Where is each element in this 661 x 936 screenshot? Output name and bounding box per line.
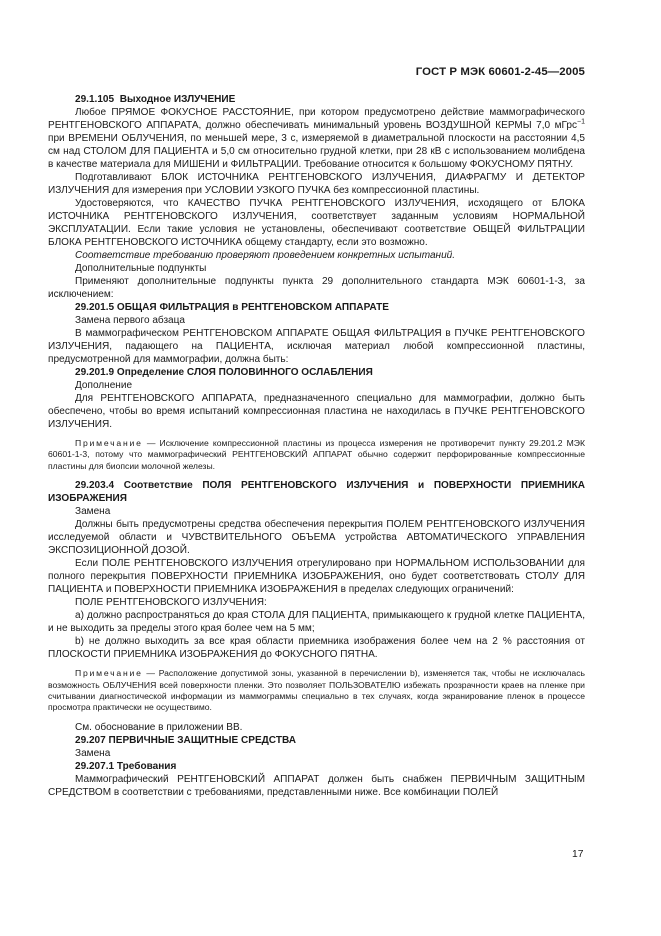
paragraph: Замена: [75, 506, 111, 518]
note-label: Примечание: [75, 438, 143, 448]
section-heading-29-1-105: [48, 93, 585, 106]
paragraph: Замена: [75, 747, 111, 759]
note-text: — Расположение допустимой зоны, указанной в перечислении b), изменяется так, чтобы не исключалась возможность ОБЛУЧЕНИЯ всей поверхности пленки. Это позволяет ПОЛЬЗОВАТЕЛЮ избежать прозрачности краев на пленке при считывании диагностической информации из маммограммы специально в тех случаях, когда экранирование пленок в процессе просмотра практически не осуществимо.: [48, 668, 585, 713]
list-item-b: b) не должно выходить за все края области приемника изображения более чем на 2 % расстояния от ПЛОСКОСТИ ПРИЕМНИКА ИЗОБРАЖЕНИЯ до ФОКУСНОГО ПЯТНА.: [48, 636, 585, 661]
standard-header: ГОСТ Р МЭК 60601-2-45—2005: [415, 66, 585, 78]
note: [48, 438, 585, 472]
paragraph: Дополнение: [75, 380, 133, 391]
paragraph: ПОЛЕ РЕНТГЕНОВСКОГО ИЗЛУЧЕНИЯ:: [75, 597, 267, 609]
section-number: 29.1.105: [75, 94, 115, 105]
compliance-statement: Соответствие требованию проверяют проведением конкретных испытаний.: [75, 250, 456, 261]
paragraph-text: Любое ПРЯМОЕ ФОКУСНОЕ РАССТОЯНИЕ, при котором предусмотрено действие маммографического РЕНТГЕНОВСКОГО АППАРАТА, должно обеспечивать минимальный уровень ВОЗДУШНОЙ КЕРМЫ 7,0 мГрс: [48, 107, 585, 131]
page-number: 17: [572, 849, 584, 860]
paragraph: Подготавливают БЛОК ИСТОЧНИКА РЕНТГЕНОВСКОГО ИЗЛУЧЕНИЯ, ДИАФРАГМУ И ДЕТЕКТОР ИЗЛУЧЕНИЯ для измерения при УСЛОВИИ УЗКОГО ПУЧКА без компрессионной пластины.: [48, 172, 585, 196]
paragraph: В маммографическом РЕНТГЕНОВСКОМ АППАРАТЕ ОБЩАЯ ФИЛЬТРАЦИЯ в ПУЧКЕ РЕНТГЕНОВСКОГО ИЗЛУЧЕНИЯ, падающего на ПАЦИЕНТА, исключая материал любой компрессионной пластины, предусмотренной для маммографии, должна быть:: [48, 328, 585, 365]
paragraph: Дополнительные подпункты: [75, 263, 207, 274]
paragraph: Для РЕНТГЕНОВСКОГО АППАРАТА, предназначенного специально для маммографии, должно быть обеспечено, чтобы во время испытаний компрессионная пластина не находилась в ПУЧКЕ РЕНТГЕНОВСКОГО ИЗЛУЧЕНИЯ.: [48, 393, 585, 430]
paragraph: Маммографический РЕНТГЕНОВСКИЙ АППАРАТ должен быть снабжен ПЕРВИЧНЫМ ЗАЩИТНЫМ СРЕДСТВОМ в соответствии с требованиями, представленными ниже. Все комбинации ПОЛЕЙ: [48, 773, 585, 798]
superscript: −1: [577, 118, 585, 126]
paragraph: Удостоверяются, что КАЧЕСТВО ПУЧКА РЕНТГЕНОВСКОГО ИЗЛУЧЕНИЯ, исходящего от БЛОКА ИСТОЧНИКА РЕНТГЕНОВСКОГО ИЗЛУЧЕНИЯ, соответствует заданным условиям НОРМАЛЬНОЙ ЭКСПЛУАТАЦИИ. Если такие условия не установлены, обеспечивают соответствие ОБЩЕЙ ФИЛЬТРАЦИИ БЛОКА РЕНТГЕНОВСКОГО ИСТОЧНИКА общему стандарту, если это возможно.: [48, 198, 585, 248]
note-label: Примечание: [75, 668, 143, 679]
section-heading-29-203-4: 29.203.4 Соответствие ПОЛЯ РЕНТГЕНОВСКОГО ИЗЛУЧЕНИЯ и ПОВЕРХНОСТИ ПРИЕМНИКА ИЗОБРАЖЕНИЯ: [48, 480, 585, 505]
section-heading-29-207: 29.207 ПЕРВИЧНЫЕ ЗАЩИТНЫЕ СРЕДСТВА: [75, 734, 296, 746]
note-text: — Исключение компрессионной пластины из процесса измерения не противоречит пункту 29.201.2 МЭК 60601-1-3, потому что маммографический РЕНТГЕНОВСКИЙ АППАРАТ обычно содержит перфорированные компрессионные пластины для биопсии молочной железы.: [48, 438, 585, 471]
paragraph: [48, 106, 585, 171]
paragraph-text: при ВРЕМЕНИ ОБЛУЧЕНИЯ, по меньшей мере, 3 с, измеряемой в диаметральной плоскости на расстоянии 4,5 см над СТОЛОМ ДЛЯ ПАЦИЕНТА и 5,0 см относительно грудной клетки, при 28 кВ с использованием молибдена в качестве материала для МИШЕНИ и ФИЛЬТРАЦИИ. Требование относится к большому ФОКУСНОМУ ПЯТНУ.: [48, 133, 585, 170]
paragraph: Применяют дополнительные подпункты пункта 29 дополнительного стандарта МЭК 60601-1-3, за исключением:: [48, 276, 585, 300]
section-heading-29-207-1: 29.207.1 Требования: [75, 760, 177, 772]
section-title: Выходное ИЗЛУЧЕНИЕ: [119, 94, 236, 105]
list-item-a: a) должно распространяться до края СТОЛА ДЛЯ ПАЦИЕНТА, примыкающего к грудной клетке ПАЦИЕНТА, и не выходить за пределы этого края более чем на 5 мм;: [48, 610, 585, 635]
paragraph: См. обоснование в приложении ВВ.: [75, 721, 243, 733]
paragraph: Замена первого абзаца: [75, 315, 185, 326]
document-body: [48, 93, 585, 799]
section-heading-29-201-9: 29.201.9 Определение СЛОЯ ПОЛОВИННОГО ОСЛАБЛЕНИЯ: [75, 367, 373, 378]
section-heading-29-201-5: 29.201.5 ОБЩАЯ ФИЛЬТРАЦИЯ в РЕНТГЕНОВСКОМ АППАРАТЕ: [75, 302, 389, 313]
paragraph: Если ПОЛЕ РЕНТГЕНОВСКОГО ИЗЛУЧЕНИЯ отрегулировано при НОРМАЛЬНОМ ИСПОЛЬЗОВАНИИ для полного перекрытия ПОВЕРХНОСТИ ПРИЕМНИКА ИЗОБРАЖЕНИЯ, оно будет соответствовать СТОЛУ ДЛЯ ПАЦИЕНТА и ПОВЕРХНОСТИ ПРИЕМНИКА ИЗОБРАЖЕНИЯ в пределах следующих ограничений:: [48, 558, 585, 596]
paragraph: Должны быть предусмотрены средства обеспечения перекрытия ПОЛЕМ РЕНТГЕНОВСКОГО ИЗЛУЧЕНИЯ исследуемой области и ЧУВСТВИТЕЛЬНОГО ОБЪЕМА устройства АВТОМАТИЧЕСКОГО УПРАВЛЕНИЯ ЭКСПОЗИЦИОННОЙ ДОЗОЙ.: [48, 519, 585, 557]
note: [48, 668, 585, 714]
